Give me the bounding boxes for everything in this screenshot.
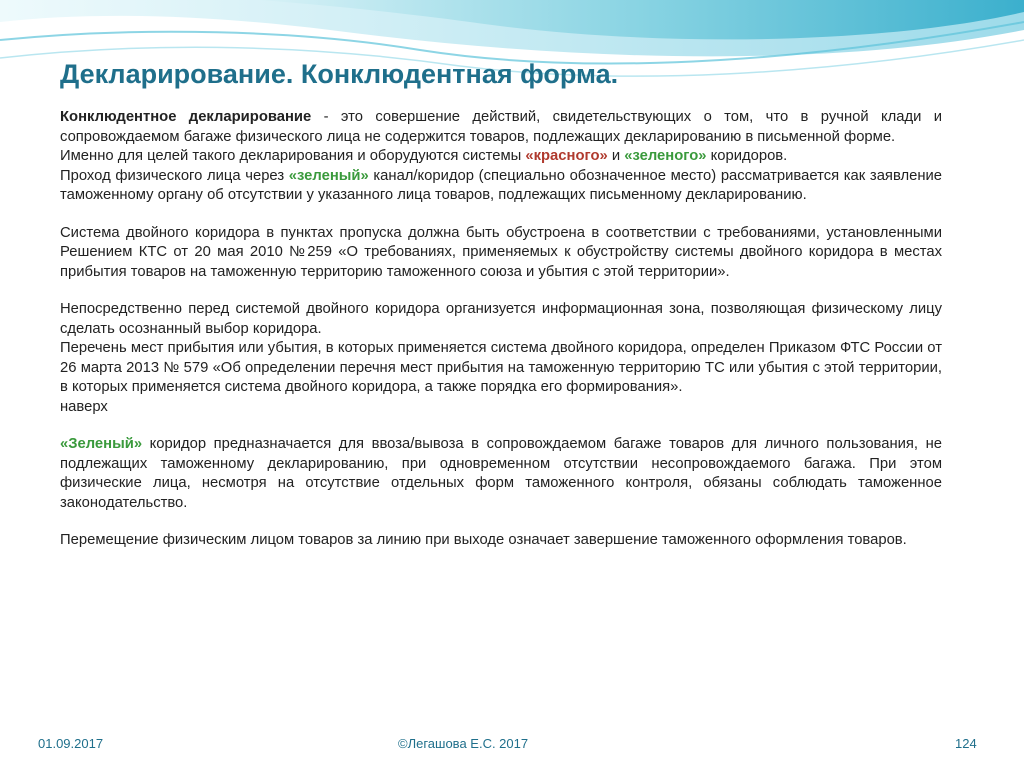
green-channel-label: «зеленый»	[288, 167, 369, 184]
footer-page-number: 124	[955, 736, 977, 751]
paragraph-info-zone: Непосредственно перед системой двойного коридора организуется информационная зона, позволяющая физическому лицу сделать осознанный выбор коридора.	[60, 301, 942, 337]
back-to-top-text: наверх	[60, 398, 108, 415]
footer-date: 01.09.2017	[38, 736, 104, 751]
footer-author: ©Легашова Е.С. 2017	[398, 736, 529, 751]
term-konkludentnoe: Конклюдентное декларирование	[60, 109, 312, 125]
paragraph-corridors: Именно для целей такого декларирования и оборудуются системы «красного» и «зеленого» коридоров.	[60, 148, 788, 164]
paragraph-green-corridor: «Зеленый» коридор предназначается для ввоза/вывоза в сопровождаемом багаже товаров для личного пользования, не подлежащих таможенному декларированию, при одновременном отсутствии несопровождаемого багажа. При этом физические лица, несмотря на отсутствие отдельных форм таможенного контроля, обязаны соблюдать таможенное законодательство.	[60, 436, 942, 511]
slide-body	[60, 108, 942, 551]
slide-title: Декларирование. Конклюдентная форма.	[60, 59, 619, 89]
paragraph-kts-decision: Система двойного коридора в пунктах пропуска должна быть обустроена в соответствии с требованиями, установленными Решением КТС от 20 мая 2010 №259 «О требованиях, применяемых к обустройству системы двойного коридора в местах прибытия товаров на таможенную территорию таможенного союза и убытия с этой территории».	[60, 224, 942, 280]
green-corridor-heading: «Зеленый»	[60, 436, 143, 452]
decorative-wave-header	[0, 0, 1024, 110]
paragraph-definition: Конклюдентное декларирование - это совершение действий, свидетельствующих о том, что в ручной клади и сопровождаемом багаже физического лица не содержится товаров, подлежащих декларированию в письменной форме.	[60, 109, 942, 145]
paragraph-completion: Перемещение физическим лицом товаров за линию при выходе означает завершение таможенного оформления товаров.	[60, 532, 907, 548]
red-corridor-label: «красного»	[525, 148, 608, 164]
paragraph-green-passage: Проход физического лица через «зеленый» канал/коридор (специально обозначенное место) рассматривается как заявление таможенному органу об отсутствии у указанного лица товаров, подлежащих письменному декларированию.	[60, 167, 942, 203]
green-corridor-label: «зеленого»	[624, 148, 707, 164]
paragraph-fts-order: Перечень мест прибытия или убытия, в которых применяется система двойного коридора, определен Приказом ФТС России от 26 марта 2013 № 579 «Об определении перечня мест прибытия на таможенную территорию ТС или убытия с этой территории, в которых применяется система двойного коридора, а также порядка его формирования».	[60, 340, 942, 395]
